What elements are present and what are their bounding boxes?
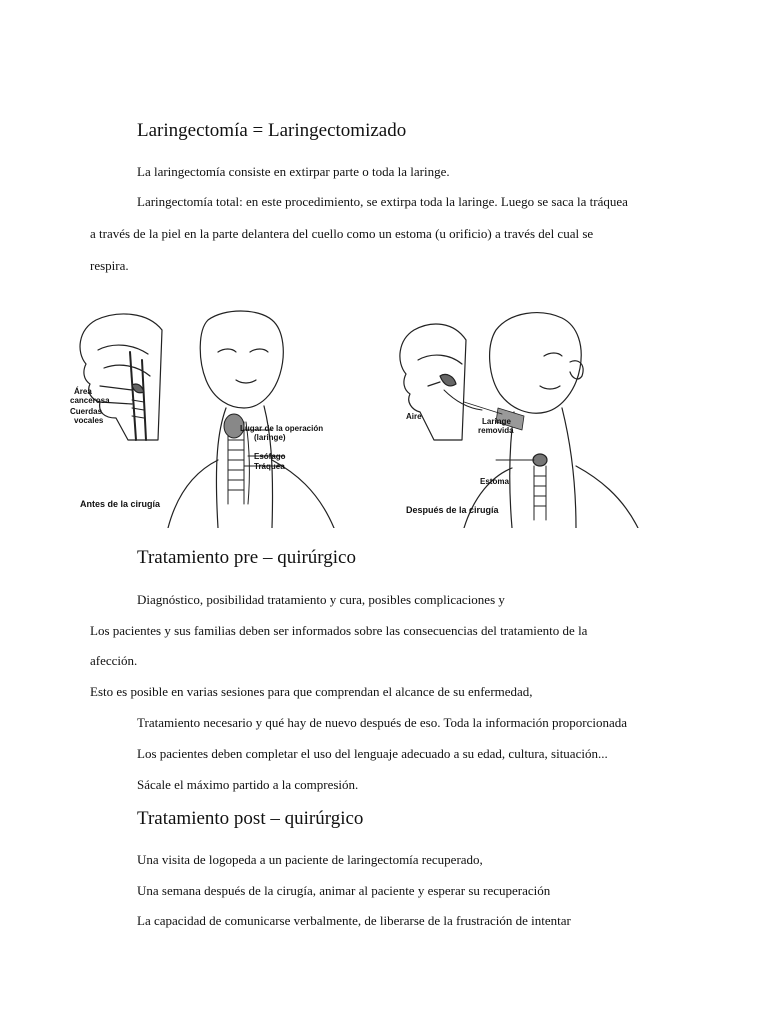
label-area-cancerosa-1: Área	[74, 387, 92, 396]
paragraph-line: Diagnóstico, posibilidad tratamiento y cura, posibles complicaciones y	[137, 592, 505, 607]
after-surgery-drawing	[374, 290, 662, 528]
paragraph-line: respira.	[90, 258, 129, 273]
laryngectomy-illustration	[58, 290, 662, 528]
label-laringe-removida-2: removida	[478, 426, 514, 435]
paragraph-line: Los pacientes y sus familias deben ser informados sobre las consecuencias del tratamiento de la	[90, 623, 588, 638]
paragraph-line: Esto es posible en varias sesiones para que comprendan el alcance de su enfermedad,	[90, 684, 533, 699]
after-surgery-panel	[374, 290, 662, 528]
label-cuerdas-vocales-1: Cuerdas	[70, 407, 103, 416]
label-cuerdas-vocales-2: vocales	[74, 416, 104, 425]
label-area-cancerosa-2: cancerosa	[70, 396, 110, 405]
before-surgery-panel	[58, 290, 348, 528]
section-title-pre-quirurgico: Tratamiento pre – quirúrgico	[137, 547, 356, 568]
label-aire: Aire	[406, 412, 422, 421]
paragraph-line: La capacidad de comunicarse verbalmente, de liberarse de la frustración de intentar	[137, 913, 571, 928]
section-title-laringectomia: Laringectomía = Laringectomizado	[137, 120, 407, 141]
paragraph-line: Sácale el máximo partido a la compresión.	[137, 777, 359, 792]
paragraph-line: Los pacientes deben completar el uso del lenguaje adecuado a su edad, cultura, situación...	[137, 746, 608, 761]
paragraph-line: Laringectomía total: en este procedimiento, se extirpa toda la laringe. Luego se saca la tráquea	[137, 194, 628, 209]
caption-after-surgery: Después de la cirugía	[406, 505, 499, 515]
paragraph-line: Tratamiento necesario y qué hay de nuevo después de eso. Toda la información proporcionada	[137, 715, 628, 730]
paragraph-line: Una visita de logopeda a un paciente de laringectomía recuperado,	[137, 852, 483, 867]
label-esofago: Esófago	[254, 452, 286, 461]
paragraph-line: Una semana después de la cirugía, animar al paciente y esperar su recuperación	[137, 883, 551, 898]
label-laringe-removida-1: Laringe	[482, 417, 511, 426]
paragraph-line: La laringectomía consiste en extirpar parte o toda la laringe.	[137, 164, 450, 179]
paragraph-line: a través de la piel en la parte delantera del cuello como un estoma (u orificio) a través del cual se	[90, 226, 594, 241]
paragraph-line: afección.	[90, 653, 138, 668]
label-traquea: Tráquea	[254, 462, 285, 471]
label-lugar-operacion-1: Lugar de la operación	[240, 424, 324, 433]
section-title-post-quirurgico: Tratamiento post – quirúrgico	[137, 808, 364, 829]
label-lugar-operacion-2: (laringe)	[254, 433, 286, 442]
caption-before-surgery: Antes de la cirugía	[80, 499, 161, 509]
label-estoma: Estoma	[480, 477, 509, 486]
